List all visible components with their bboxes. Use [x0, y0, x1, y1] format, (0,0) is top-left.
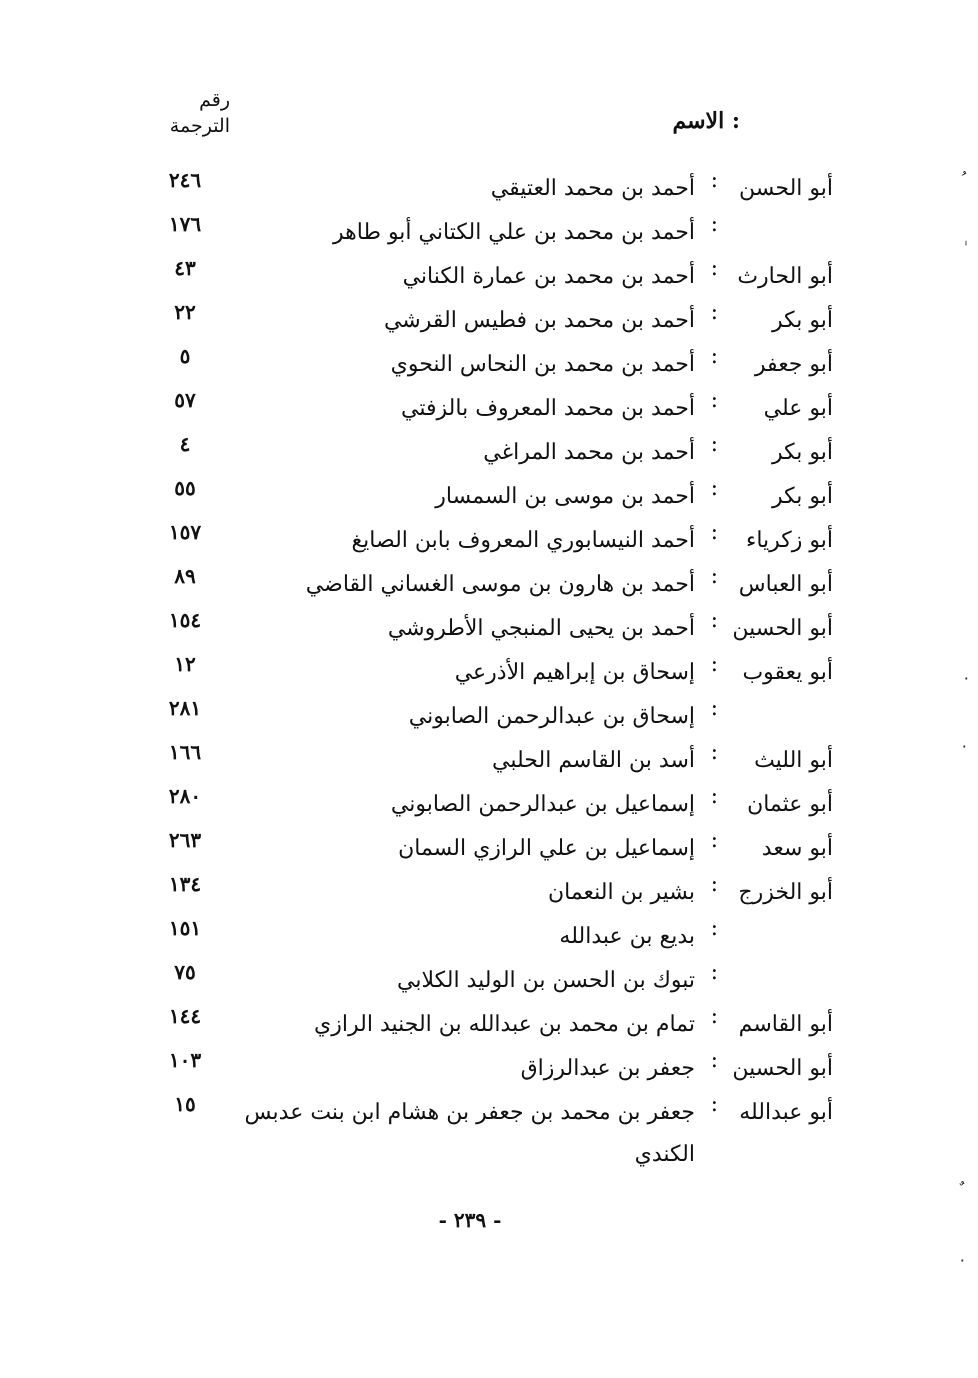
- entry-separator: :: [710, 344, 718, 369]
- entry-number: ٢٨٠: [168, 784, 202, 808]
- entry-name: أحمد بن يحيى المنبجي الأطروشي: [387, 616, 695, 641]
- entry-name: أحمد بن محمد المعروف بالزفتي: [401, 396, 695, 421]
- entry-number: ٥٥: [174, 476, 196, 500]
- entry-row: [0, 740, 978, 784]
- entry-separator: :: [710, 1004, 718, 1029]
- entry-kunya: أبو عبدالله: [739, 1100, 833, 1125]
- entry-row: [0, 696, 978, 740]
- entry-number: ١٤٤: [168, 1004, 202, 1028]
- entry-separator: :: [710, 784, 718, 809]
- entry-separator: :: [710, 212, 718, 237]
- entry-separator: :: [710, 740, 718, 765]
- entry-row: [0, 300, 978, 344]
- entry-row: [0, 608, 978, 652]
- entry-row: [0, 784, 978, 828]
- entry-number: ١٥٤: [168, 608, 202, 632]
- entry-number: ٢٨١: [168, 696, 202, 720]
- entry-separator: :: [710, 388, 718, 413]
- entry-separator: :: [710, 916, 718, 941]
- entry-number: ١٢: [174, 652, 196, 676]
- entry-row: [0, 168, 978, 212]
- entry-kunya: أبو العباس: [738, 572, 833, 597]
- entry-name: أحمد بن محمد المراغي: [483, 440, 695, 465]
- entry-number: ١٥: [174, 1092, 196, 1116]
- entries-list: [0, 168, 978, 1182]
- entry-number: ٨٩: [174, 564, 196, 588]
- entry-separator: :: [710, 872, 718, 897]
- entry-name: أحمد بن هارون بن موسى الغساني القاضي: [305, 572, 695, 597]
- entry-row: [0, 828, 978, 872]
- entry-number: ٧٥: [174, 960, 196, 984]
- entry-row: [0, 212, 978, 256]
- entry-name: أحمد النيسابوري المعروف بابن الصايغ: [351, 528, 695, 553]
- entry-number: ٢٢: [174, 300, 196, 324]
- entry-row: [0, 476, 978, 520]
- entry-name: أحمد بن محمد بن فطيس القرشي: [383, 308, 695, 333]
- entry-row: [0, 916, 978, 960]
- margin-mark: ٠: [958, 1250, 967, 1269]
- entry-separator: :: [710, 652, 718, 677]
- entry-row: [0, 1092, 978, 1182]
- entry-kunya: أبو الحسن: [739, 176, 833, 201]
- entry-kunya: أبو الليث: [754, 748, 833, 773]
- entry-kunya: أبو القاسم: [738, 1012, 833, 1037]
- entry-separator: :: [710, 432, 718, 457]
- entry-number: ١٥١: [168, 916, 202, 940]
- entry-name: أسد بن القاسم الحلبي: [492, 748, 695, 773]
- entry-number: ١٠٣: [168, 1048, 202, 1072]
- entry-separator: :: [710, 256, 718, 281]
- entry-kunya: أبو الحسين: [732, 616, 833, 641]
- entry-name: إسحاق بن إبراهيم الأذرعي: [454, 660, 695, 685]
- entry-name: إسماعيل بن عبدالرحمن الصابوني: [390, 792, 695, 817]
- entry-row: [0, 520, 978, 564]
- entry-separator: :: [710, 608, 718, 633]
- entry-name: أحمد بن محمد بن النحاس النحوي: [390, 352, 695, 377]
- entry-kunya: أبو زكرياء: [745, 528, 833, 553]
- entry-number: ١٣٤: [168, 872, 202, 896]
- entry-number: ٢٤٦: [168, 168, 202, 192]
- entry-kunya: أبو سعد: [761, 836, 833, 861]
- entry-row: [0, 1048, 978, 1092]
- entry-separator: :: [710, 1048, 718, 1073]
- entry-row: [0, 1004, 978, 1048]
- entry-kunya: أبو الحسين: [732, 1056, 833, 1081]
- entry-row: [0, 344, 978, 388]
- entry-kunya: أبو جعفر: [754, 352, 833, 377]
- entry-separator: :: [710, 168, 718, 193]
- entry-number: ٤: [179, 432, 191, 456]
- entry-number: ١٧٦: [168, 212, 202, 236]
- entry-name: أحمد بن موسى بن السمسار: [435, 484, 695, 509]
- entry-name: جعفر بن محمد بن جعفر بن هشام ابن بنت عدبس الكندي: [244, 1100, 695, 1167]
- page-number: - ٢٣٩ -: [438, 1208, 502, 1232]
- entry-number: ٥: [179, 344, 191, 368]
- entry-name: أحمد بن محمد العتيقي: [490, 176, 695, 201]
- entry-row: [0, 652, 978, 696]
- column-header-name: : الاسم: [672, 108, 740, 134]
- entry-number: ١٦٦: [168, 740, 202, 764]
- entry-separator: :: [710, 476, 718, 501]
- entry-row: [0, 960, 978, 1004]
- entry-kunya: أبو علي: [763, 396, 833, 421]
- entry-kunya: أبو عثمان: [747, 792, 833, 817]
- entry-kunya: أبو الحارث: [737, 264, 833, 289]
- entry-row: [0, 432, 978, 476]
- margin-mark: ٠: [962, 668, 971, 687]
- entry-name: بديع بن عبدالله: [559, 924, 695, 949]
- entry-kunya: أبو يعقوب: [742, 660, 833, 685]
- entry-name: أحمد بن محمد بن علي الكتاني أبو طاهر: [333, 220, 695, 245]
- entry-number: ٤٣: [174, 256, 196, 280]
- entry-separator: :: [710, 960, 718, 985]
- entry-name: أحمد بن محمد بن عمارة الكناني: [402, 264, 695, 289]
- entry-kunya: أبو بكر: [771, 440, 833, 465]
- entry-kunya: أبو بكر: [771, 308, 833, 333]
- entry-name: بشير بن النعمان: [547, 880, 695, 905]
- entry-row: [0, 256, 978, 300]
- entry-number: ٥٧: [174, 388, 196, 412]
- entry-number: ١٥٧: [168, 520, 202, 544]
- entry-separator: :: [710, 828, 718, 853]
- entry-name: تمام بن محمد بن عبدالله بن الجنيد الرازي: [314, 1012, 695, 1037]
- entry-separator: :: [710, 564, 718, 589]
- entry-kunya: أبو بكر: [771, 484, 833, 509]
- entry-name: تبوك بن الحسن بن الوليد الكلابي: [397, 968, 695, 993]
- entry-number: ٢٦٣: [168, 828, 202, 852]
- entry-row: [0, 564, 978, 608]
- entry-kunya: أبو الخزرج: [738, 880, 833, 905]
- entry-separator: :: [710, 520, 718, 545]
- column-header-number: رقم الترجمة: [169, 89, 230, 137]
- entry-separator: :: [710, 300, 718, 325]
- margin-mark: ٠: [960, 736, 969, 755]
- entry-name: جعفر بن عبدالرزاق: [520, 1056, 695, 1081]
- entry-name: إسحاق بن عبدالرحمن الصابوني: [408, 704, 695, 729]
- entry-row: [0, 388, 978, 432]
- entry-name: إسماعيل بن علي الرازي السمان: [398, 836, 695, 861]
- entry-separator: :: [710, 696, 718, 721]
- entry-separator: :: [710, 1092, 718, 1117]
- entry-row: [0, 872, 978, 916]
